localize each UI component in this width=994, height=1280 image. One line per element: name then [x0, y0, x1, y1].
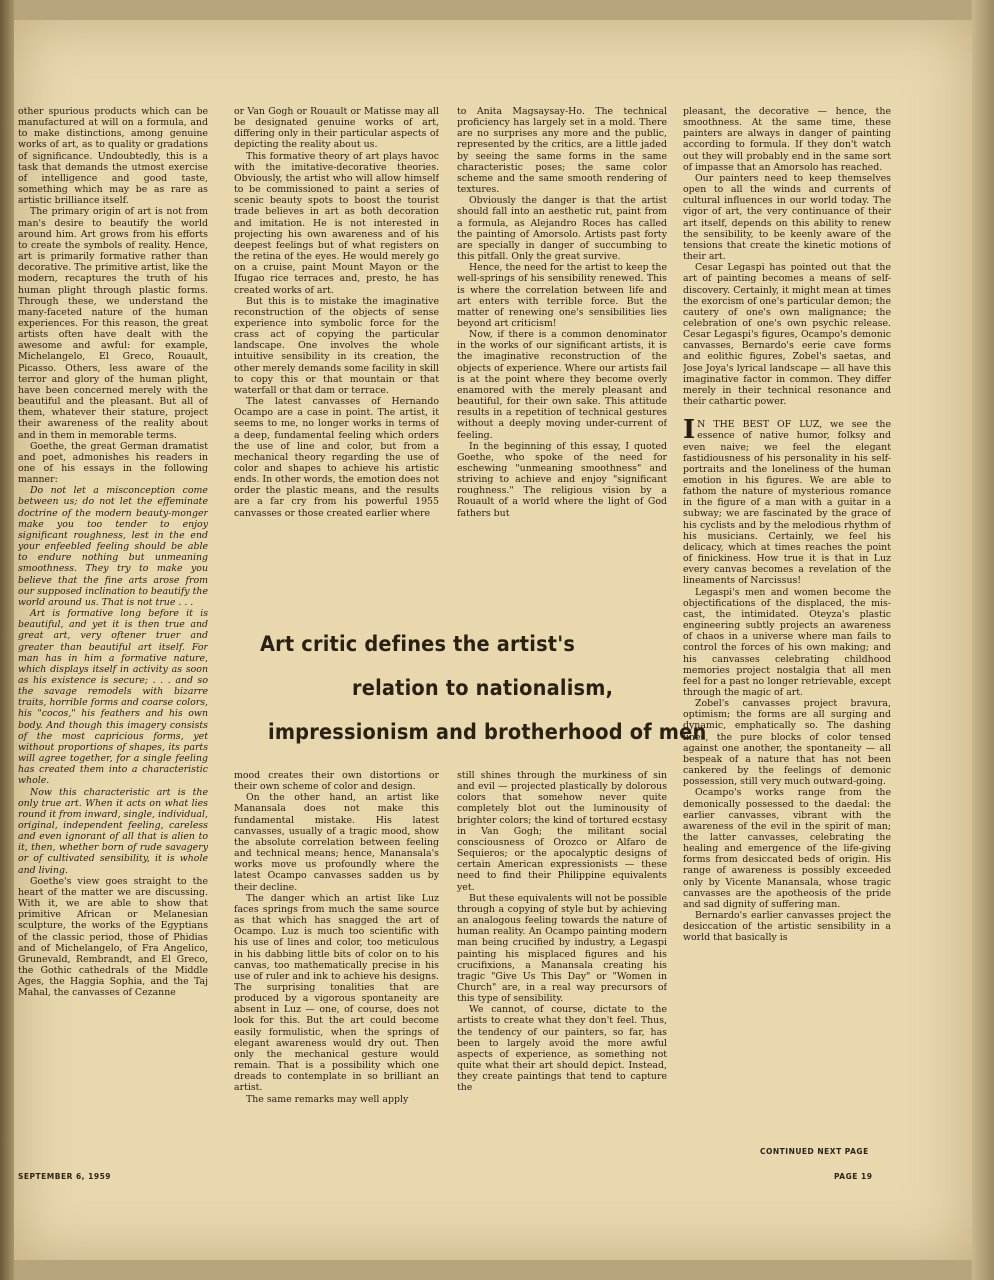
paragraph: The danger which an artist like Luz faces springs from much the same source as that which has snagged the art of Ocampo. Luz is much too scientific with his use of lines and color, too meticulous in his dabbing little bits of color on to his canvas, too mathematically precise in his use of ruler and ink to achieve his designs. The surprising tonalities that are produced by a vigorous spontaneity are absent in Luz — one, of course, does not look for this. But the art could become easily formulistic, when the springs of elegant awareness would dry out. Then only the mechanical gesture would remain. That is a possibility which one dreads to contemplate in so brilliant an artist.	[234, 892, 439, 1094]
paragraph: Obviously the danger is that the artist should fall into an aesthetic rut, paint from a formula, as Alejandro Roces has called the painting of Amorsolo. Artists past forty are specially in danger of succumbing to this pitfall. Only the great survive.	[457, 195, 667, 263]
column-4	[683, 106, 891, 1150]
paragraph: Our painters need to keep themselves open to all the winds and currents of cultural influences in our world today. The vigor of art, the very continuance of their art itself, depends on this ability to renew the sensibility, to be keenly aware of the tensions that create the kinetic motions of their art.	[683, 172, 891, 263]
paragraph: mood creates their own distortions or their own scheme of color and design.	[234, 770, 439, 793]
paragraph: This formative theory of art plays havoc with the imitative-decorative theories. Obviously, the artist who will allow himself to be commissioned to paint a series of scenic beauty spots to boost the tourist trade believes in art as both decoration and imitation. He is not interested in projecting his own awareness and of his deepest feelings but of what registers on the retina of the eyes. He would merely go on a cruise, paint Mount Mayon or the Ifugao rice terraces and, presto, he has created works of art.	[234, 150, 439, 296]
quote-paragraph: Now this characteristic art is the only true art. When it acts on what lies round it from inward, single, individual, original, independent feeling, careless and even ignorant of all that is alien to it, then, whether born of rude savagery or of cultivated sensibility, it is whole and living.	[18, 786, 208, 876]
paragraph: still shines through the murkiness of sin and evil — projected plastically by dolorous colors that somehow never quite completely blot out the luminousity of brighter colors; the kind of tortured ecstasy in Van Gogh; the militant social consciousness of Orozco or Alfaro de Sequieros; or the apocalyptic designs of certain American expressionists — these need to find their Philippine equivalents yet.	[457, 770, 667, 893]
column-3	[457, 106, 667, 604]
issue-date: SEPTEMBER 6, 1959	[18, 1172, 112, 1181]
drop-cap: I	[683, 415, 696, 446]
paragraph: The same remarks may well apply	[246, 1093, 409, 1105]
paragraph: Cesar Legaspi has pointed out that the art of painting becomes a means of self-discovery. Certainly, it might mean at times the exorcism of one's particular demon; the cautery of one's own malignance; the celebration of one's own psychic release. Cesar Legaspi's figures, Ocampo's demonic canvasses, Bernardo's eerie cave forms and eolithic figures, Zobel's saetas, and Jose Joya's lyrical landscape — all have this imaginative factor in common. They differ merely in their technical resonance and their cathartic power.	[683, 262, 891, 408]
paragraph: Ocampo's works range from the demonically possessed to the daedal: the earlier canvasses, vibrant with the awareness of the evil in the spirit of man; the latter canvasses, celebrating the healing and emergence of the life-giving forms from desiccated beds of origin. His range of awareness is possibly exceeded only by Vicente Manansala, whose tragic canvasses are the apotheosis of the pride and sad dignity of suffering man.	[683, 787, 891, 910]
headline-line-1: Art critic defines the artist's	[260, 632, 576, 657]
paragraph: Legaspi's men and women become the objectifications of the displaced, the mis-cast, the intimidated. Oteyza's plastic engineering subtly projects an awareness of chaos in a universe where man fails to control the forces of his own making; and his canvasses celebrating childhood memories project nostalgia that all men feel for a past no longer retrievable, except through the magic of art.	[683, 586, 891, 698]
section-opening	[683, 415, 891, 587]
paragraph: We cannot, of course, dictate to the artists to create what they don't feel. Thus, the tendency of our painters, so far, has been to largely avoid the more awful aspects of experience, as something not quite what their art should depict. Instead, they create paintings that tend to capture the	[457, 1004, 667, 1094]
headline-line-3: impressionism and brotherhood of men	[268, 720, 707, 745]
paragraph: On the other hand, an artist like Manansala does not make this fundamental mistake. His latest canvasses, usually of a tragic mood, show the absolute correlation between feeling and technical means; hence, Manansala's works move us profoundly where the latest Ocampo canvasses sadden us by their decline.	[234, 792, 439, 893]
headline-line-2: relation to nationalism,	[352, 676, 614, 701]
paragraph: Hence, the need for the artist to keep the well-springs of his sensibility renewed. This is where the correlation between life and art enters with terrible force. But the matter of renewing one's sensibilities lies beyond art criticism!	[457, 262, 667, 329]
paragraph: Goethe's view goes straight to the heart of the matter we are discussing. With it, we are able to show that primitive African or Melanesian sculpture, the works of the Egyptians of the classic period, those of Phidias and of Michelangelo, of Fra Angelico, Grunevald, Rembrandt, and El Greco, the Gothic cathedrals of the Middle Ages, the Haggia Sophia, and the Taj Mahal, the canvasses of Cezanne	[18, 875, 208, 999]
paragraph: But these equivalents will not be possible through a copying of style but by achieving an analogous feeling towards the nature of human reality. An Ocampo painting modern man being crucified by industry, a Legaspi painting his misplaced figures and his crucifixions, a Manansala creating his tragic "Give Us This Day" or "Women in Church" are, in a real way precursors of this type of sensibility.	[457, 892, 667, 1005]
quote-paragraph: Art is formative long before it is beautiful, and yet it is then true and great art, very oftener truer and greater than beautiful art itself. For man has in him a formative nature, which displays itself in activity as soon as his existence is secure; . . . and so the savage remodels with bizarre traits, horrible forms and coarse colors, his "cocos," his feathers and his own body. And though this imagery consists of the most capricious forms, yet without proportions of shapes, its parts will agree together, for a single feeling has created them into a characteristic whole.	[18, 608, 208, 787]
quote-paragraph: Do not let a misconception come between us; do not let the effeminate doctrine of the modern beauty-monger make you too tender to enjoy significant roughness, lest in the end your enfeebled feeling should be able to endure nothing but unmeaning smoothness. They try to make you believe that the fine arts arose from our supposed inclination to beautify the world around us. That is not true . . .	[18, 485, 208, 608]
paragraph: But this is to mistake the imaginative reconstruction of the objects of sense experience into symbolic force for the crass act of copying the particular landscape. One involves the whole intuitive sensibility in its creation, the other merely demands some facility in skill to copy this or that mountain or that waterfall or that dam or terrace.	[234, 295, 439, 396]
paragraph: Zobel's canvasses project bravura, optimism; the forms are all surging and dynamic, emphatically so. The dashing lines, the pure blocks of color tensed against one another, the spontaneity — all bespeak of a nature that has not been cankered by the feelings of demonic possession, still very much outward-going.	[683, 698, 891, 788]
paragraph: pleasant, the decorative — hence, the smoothness. At the same time, these painters are always in danger of painting according to formula. If they don't watch out they will probably end in the same sort of impasse that an Amorsolo has reached.	[683, 106, 891, 173]
paragraph: In the beginning of this essay, I quoted Goethe, who spoke of the need for eschewing "unmeaning smoothness" and striving to achieve and enjoy "significant roughness." The religious vision by a Rouault of a world where the light of God fathers but	[457, 440, 667, 519]
column-5	[234, 770, 439, 1168]
column-2	[234, 106, 439, 604]
paragraph: to Anita Magsaysay-Ho. The technical proficiency has largely set in a mold. There are no surprises any more and the public, represented by the critics, are a little jaded by seeing the same forms in the same characteristic poses; the same color scheme and the same smooth rendering of textures.	[457, 106, 667, 196]
paragraph: Now, if there is a common denominator in the works of our significant artists, it is the imaginative reconstruction of the objects of experience. Where our artists fail is at the point where they become overly enamored with the merely pleasant and beautiful, for their own sake. This attitude results in a repetition of technical gestures without a deeply moving under-current of feeling.	[457, 329, 667, 441]
page-edge	[972, 0, 994, 1280]
paragraph: Goethe, the great German dramatist and poet, admonishes his readers in one of his essays in the following manner:	[18, 440, 208, 486]
column-6	[457, 770, 667, 1156]
paragraph: other spurious products which can be manufactured at will on a formula, and to make distinctions, among genuine works of art, as to quality or gradations of significance. Undoubtedly, this is a task that demands the utmost exercise of intelligence and good taste, something which may be as rare as artistic brilliance itself.	[18, 106, 208, 207]
binding-edge	[0, 0, 14, 1280]
paragraph: or Van Gogh or Rouault or Matisse may all be designated genuine works of art, differing only in their particular aspects of depicting the reality about us.	[234, 106, 439, 151]
paragraph: The primary origin of art is not from man's desire to beautify the world around him. Art grows from his efforts to create the symbols of reality. Hence, art is primarily formative rather than decorative. The primitive artist, like the modern, recaptures the truth of his human plight through plastic forms. Through these, we understand the many-faceted nature of the human experiences. For this reason, the great artists often have dealt with the awesome and awful: for example, Michelangelo, El Greco, Rouault, Picasso. Others, less aware of the terror and glory of the human plight, have been concerned merely with the beautiful and the pleasant. But all of them, whatever their stature, project their awareness of the reality about and in them in memorable terms.	[18, 206, 208, 441]
continued-note: CONTINUED NEXT PAGE	[760, 1147, 869, 1156]
column-1	[18, 106, 208, 1168]
paragraph: The latest canvasses of Hernando Ocampo are a case in point. The artist, it seems to me, no longer works in terms of a deep, fundamental feeling which orders the use of line and color, but from a mechanical theory regarding the use of color and shapes to achieve his artistic ends. In other words, the emotion does not order the plastic means, and the results are a far cry from his powerful 1955 canvasses or those created earlier where	[234, 396, 439, 519]
page-number: PAGE 19	[834, 1172, 873, 1181]
section-opening-text: N THE BEST OF LUZ, we see the essence of native humor, folksy and even naive; we feel the elegant fastidiousness of his personality in his self-portraits and the loneliness of the human emotion in his figures. We are able to fathom the nature of mysterious romance in the figure of a man with a guitar in a subway; we are fascinated by the grace of his cyclists and by the melodious rhythm of his musicians. Certainly, we feel his delicacy, which at times reaches the point of finickiness. How true it is that in Luz every canvas becomes a revelation of the lineaments of Narcissus!	[683, 419, 891, 587]
paragraph: Bernardo's earlier canvasses project the desiccation of the artistic sensibility in a world that basically is	[683, 910, 891, 944]
